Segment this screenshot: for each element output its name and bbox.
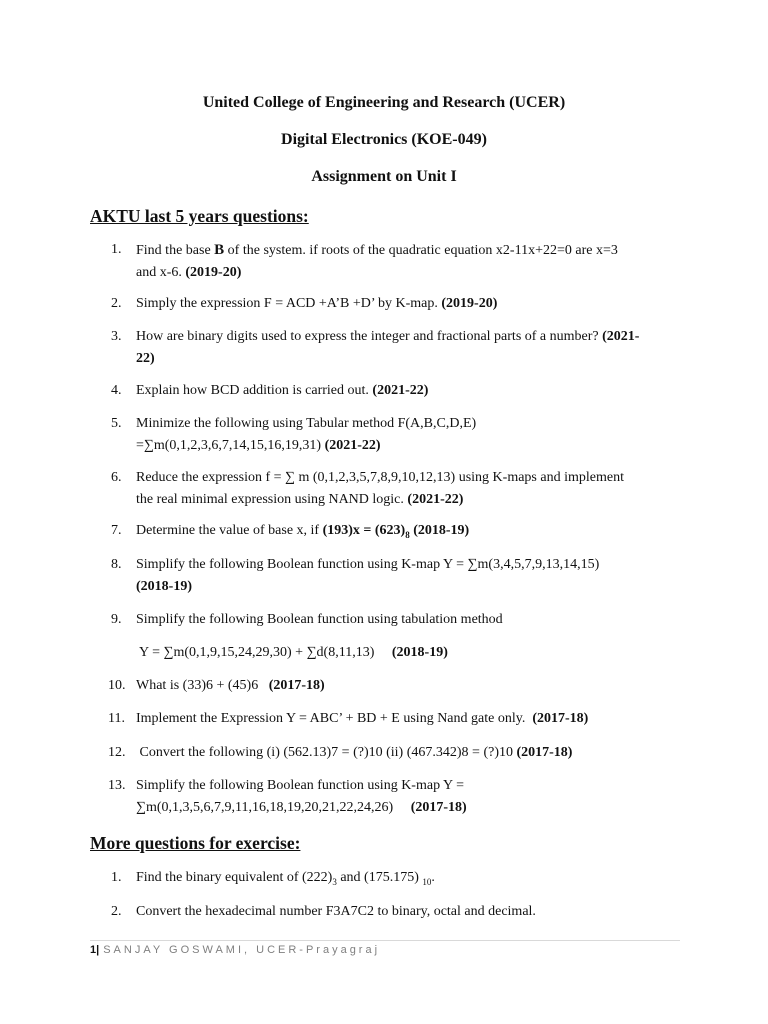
question-number: 2. [111, 904, 122, 919]
page-number: 1 [90, 944, 97, 956]
question-subscript: 10 [422, 876, 432, 887]
question-subscript: 3 [332, 876, 337, 887]
section-heading-aktu: AKTU last 5 years questions: [90, 206, 309, 226]
question-year: (2019-20) [441, 296, 498, 311]
footer-divider [90, 940, 680, 941]
question-text: Determine the value of base x, if [136, 523, 323, 538]
question-year: (2021-22) [372, 383, 429, 398]
question-year: (2019-20) [185, 265, 242, 280]
question-emphasis: B [214, 242, 225, 258]
question-year: (2018-19) [409, 523, 470, 538]
question-text: Simplify the following Boolean function using K-map Y = [136, 778, 465, 793]
question-text: of the system. if roots of the quadratic equation x2-11x+22=0 are x=3 [224, 243, 618, 258]
question-number: 10. [108, 678, 126, 693]
question-number: 5. [111, 416, 122, 431]
question-text: ∑m(0,1,3,5,6,7,9,11,16,18,19,20,21,22,24,26) [136, 800, 411, 815]
question-text: Implement the Expression Y = ABC’ + BD + E using Nand gate only. [136, 711, 533, 726]
question-expression: (193)x = (623) [322, 523, 406, 538]
footer-separator: | [96, 944, 100, 956]
question-text: . [431, 870, 435, 885]
question-year: (2021- [602, 329, 640, 344]
question-year: (2017-18) [410, 800, 467, 815]
footer-text: SANJAY GOSWAMI, UCER-Prayagraj [103, 944, 381, 956]
question-text: Y = ∑m(0,1,9,15,24,29,30) + ∑d(8,11,13) [139, 645, 392, 660]
question-number: 9. [111, 612, 122, 627]
question-number: 6. [111, 470, 122, 485]
question-number: 1. [111, 242, 122, 257]
question-text: and (175.175) [336, 870, 423, 885]
question-text: the real minimal expression using NAND logic. [136, 492, 408, 507]
question-text: Simplify the following Boolean function using tabulation method [136, 612, 503, 627]
question-text: Convert the following (i) (562.13)7 = (?)10 (ii) (467.342)8 = (?)10 [136, 745, 517, 760]
question-number: 12. [108, 745, 126, 760]
question-text: Find the base [136, 243, 215, 258]
question-number: 11. [108, 711, 125, 726]
question-number: 2. [111, 296, 122, 311]
question-year: (2018-19) [391, 645, 448, 660]
page-footer [90, 944, 380, 956]
question-text: and x-6. [136, 265, 186, 280]
question-text: Minimize the following using Tabular method F(A,B,C,D,E) [136, 416, 477, 431]
question-year: (2017-18) [268, 678, 325, 693]
question-year: (2021-22) [324, 438, 381, 453]
question-text: Reduce the expression f = ∑ m (0,1,2,3,5,7,8,9,10,12,13) using K-maps and implement [136, 470, 624, 485]
college-title: United College of Engineering and Research (UCER) [202, 94, 566, 111]
question-year: (2018-19) [136, 579, 192, 594]
course-title: Digital Electronics (KOE-049) [281, 131, 487, 148]
question-year: (2017-18) [516, 745, 573, 760]
section-heading-exercise: More questions for exercise: [90, 833, 301, 853]
question-number: 1. [111, 870, 122, 885]
question-text: What is (33)6 + (45)6 [136, 678, 269, 693]
question-number: 13. [108, 778, 126, 793]
question-text: =∑m(0,1,2,3,6,7,14,15,16,19,31) [136, 438, 325, 453]
question-year: (2017-18) [532, 711, 589, 726]
question-text: Explain how BCD addition is carried out. [136, 383, 373, 398]
question-text: How are binary digits used to express the integer and fractional parts of a number? [136, 329, 603, 344]
question-number: 4. [111, 383, 122, 398]
question-text: Find the binary equivalent of (222) [136, 870, 333, 885]
question-number: 7. [111, 523, 122, 538]
question-text: Convert the hexadecimal number F3A7C2 to binary, octal and decimal. [136, 904, 536, 919]
assignment-title: Assignment on Unit I [311, 168, 457, 185]
question-year: 22) [136, 351, 155, 366]
question-number: 8. [111, 557, 122, 572]
question-text: Simplify the following Boolean function using K-map Y = ∑m(3,4,5,7,9,13,14,15) [136, 557, 600, 572]
question-text: Simply the expression F = ACD +A’B +D’ by K-map. [136, 296, 442, 311]
question-number: 3. [111, 329, 122, 344]
question-year: (2021-22) [407, 492, 464, 507]
question-subscript: 8 [405, 529, 410, 540]
